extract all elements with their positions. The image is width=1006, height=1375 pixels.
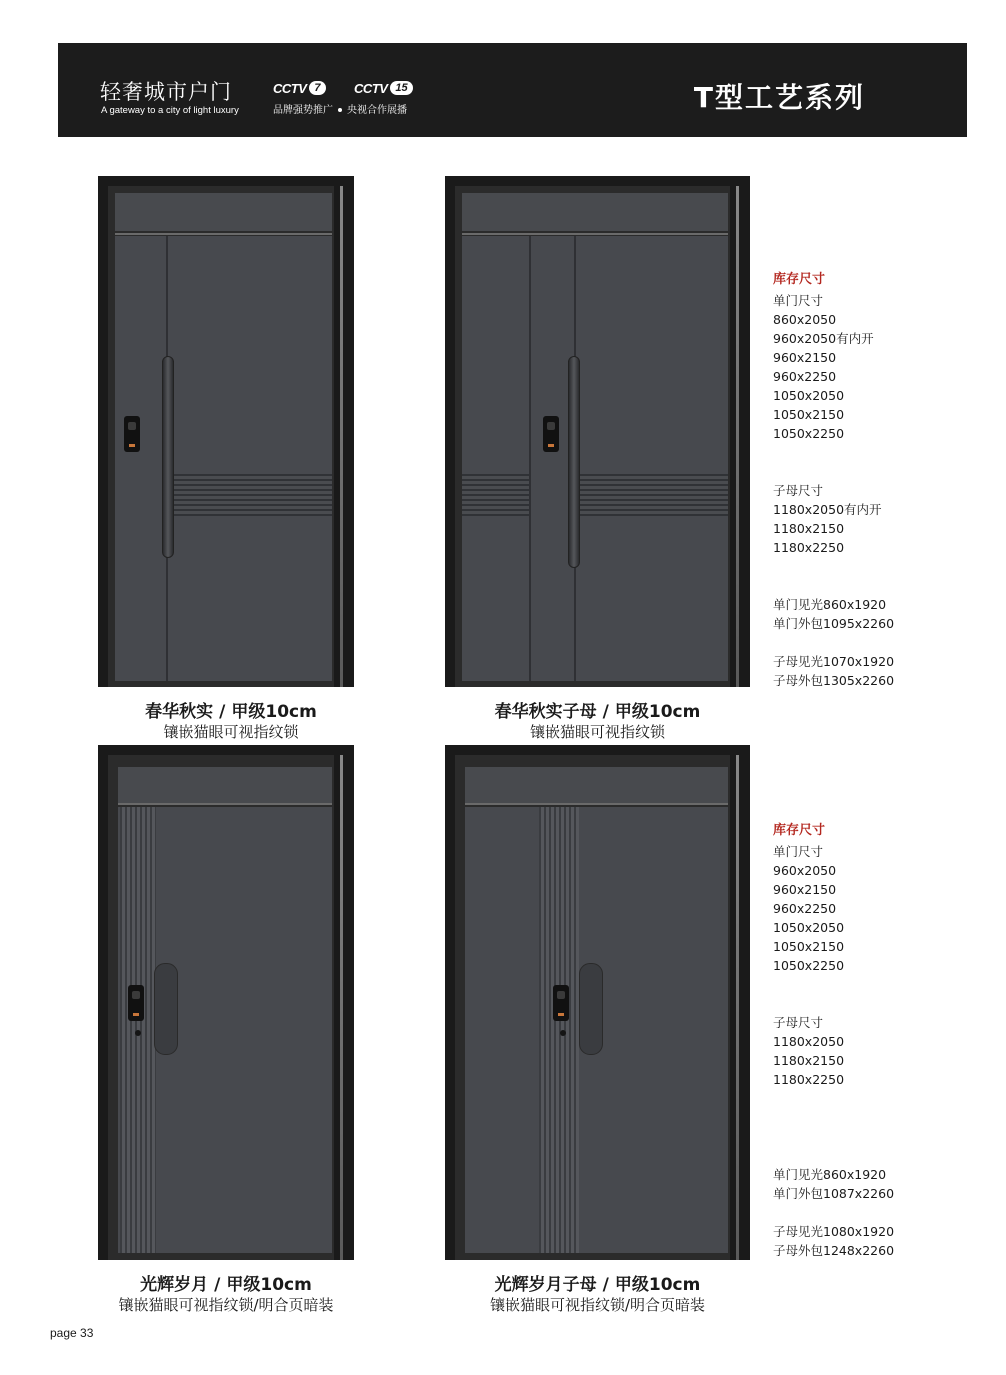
size-item: 1050x2050 bbox=[773, 388, 845, 403]
size-item: 1180x2250 bbox=[773, 540, 845, 555]
double-door-label: 子母尺寸 bbox=[773, 1015, 824, 1030]
size-item: 1050x2250 bbox=[773, 426, 845, 441]
size-item: 1180x2250 bbox=[773, 1072, 845, 1087]
size-item: 960x2050有内开 bbox=[773, 331, 874, 346]
brand-name: 轻奢城市户门 bbox=[100, 80, 232, 104]
door-image-2 bbox=[445, 176, 750, 687]
product-desc-2: 镶嵌猫眼可视指纹锁 bbox=[529, 723, 665, 741]
product-desc-1: 镶嵌猫眼可视指纹锁 bbox=[163, 723, 299, 741]
size-item: 1180x2050 bbox=[773, 1034, 845, 1049]
door-image-1 bbox=[98, 176, 354, 687]
size-item: 1050x2050 bbox=[773, 920, 845, 935]
product-title-4: 光辉岁月子母 / 甲级10cm bbox=[494, 1275, 701, 1295]
size-item: 1180x2150 bbox=[773, 1053, 845, 1068]
door-image-3 bbox=[98, 745, 354, 1260]
single-door-label: 单门尺寸 bbox=[773, 293, 824, 308]
brand-slogan: A gateway to a city of light luxury bbox=[101, 105, 239, 116]
size-item: 1050x2250 bbox=[773, 958, 845, 973]
size-note: 单门见光860x1920 bbox=[773, 597, 887, 612]
product-desc-3: 镶嵌猫眼可视指纹锁/明合页暗装 bbox=[118, 1296, 334, 1314]
page-number: page 33 bbox=[50, 1326, 94, 1340]
double-door-label: 子母尺寸 bbox=[773, 483, 824, 498]
size-item: 960x2150 bbox=[773, 350, 837, 365]
size-item: 960x2150 bbox=[773, 882, 837, 897]
header-bar bbox=[58, 43, 967, 137]
size-note: 子母见光1070x1920 bbox=[773, 654, 895, 669]
size-note: 子母见光1080x1920 bbox=[773, 1224, 895, 1239]
size-item: 960x2050 bbox=[773, 863, 837, 878]
stock-sizes-heading: 库存尺寸 bbox=[773, 272, 826, 287]
size-note: 单门见光860x1920 bbox=[773, 1167, 887, 1182]
series-title: T型工艺系列 bbox=[693, 81, 865, 114]
separator-dot bbox=[338, 108, 342, 112]
size-item: 1050x2150 bbox=[773, 407, 845, 422]
product-title-2: 春华秋实子母 / 甲级10cm bbox=[494, 702, 701, 722]
cctv15-logo: CCTV 15 bbox=[354, 80, 413, 96]
product-desc-4: 镶嵌猫眼可视指纹锁/明合页暗装 bbox=[489, 1296, 706, 1314]
size-item: 1180x2050有内开 bbox=[773, 502, 882, 517]
door-image-4 bbox=[445, 745, 750, 1260]
stock-sizes-top bbox=[773, 270, 894, 690]
stock-sizes-bottom bbox=[773, 821, 894, 1260]
size-item: 1050x2150 bbox=[773, 939, 845, 954]
stock-sizes-heading: 库存尺寸 bbox=[773, 823, 826, 838]
size-note: 单门外包1087x2260 bbox=[773, 1186, 895, 1201]
product-title-3: 光辉岁月 / 甲级10cm bbox=[140, 1275, 312, 1295]
cctv-promo-text: 品牌强势推广 央视合作展播 bbox=[273, 105, 407, 116]
size-note: 子母外包1248x2260 bbox=[773, 1243, 895, 1258]
cctv7-logo: CCTV 7 bbox=[273, 80, 326, 96]
size-note: 子母外包1305x2260 bbox=[773, 673, 895, 688]
single-door-label: 单门尺寸 bbox=[773, 844, 824, 859]
size-item: 960x2250 bbox=[773, 369, 837, 384]
size-item: 860x2050 bbox=[773, 312, 837, 327]
size-note: 单门外包1095x2260 bbox=[773, 616, 895, 631]
size-item: 1180x2150 bbox=[773, 521, 845, 536]
size-item: 960x2250 bbox=[773, 901, 837, 916]
product-title-1: 春华秋实 / 甲级10cm bbox=[145, 702, 317, 722]
